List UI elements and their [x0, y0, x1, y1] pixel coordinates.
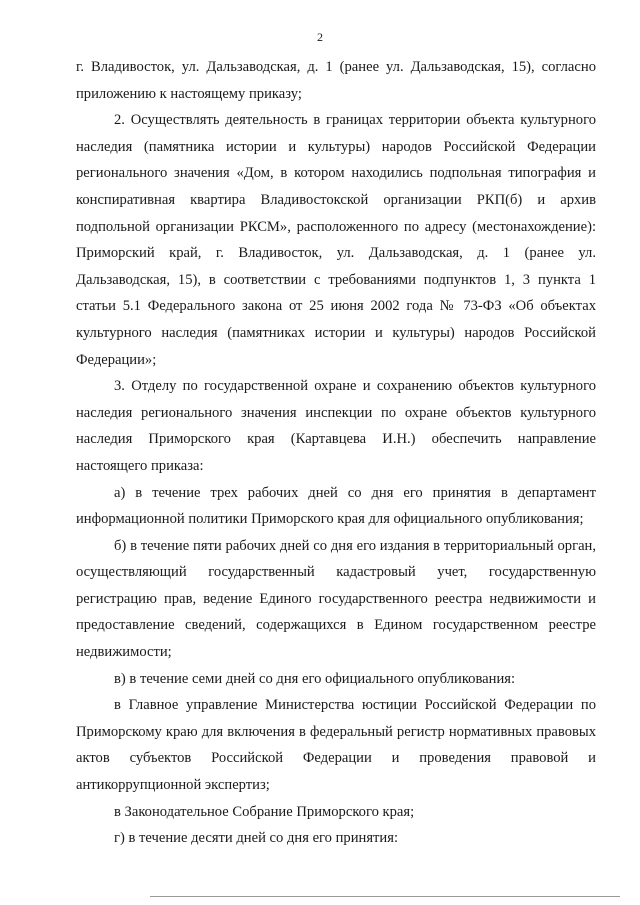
page-number: 2	[317, 30, 323, 44]
paragraph-item-2: 2. Осуществлять деятельность в границах территории объекта культурного наследия (памятника истории и культуры) народов Российской Федерации регионального значения «Дом, в котором находились подпольная типография и конспиративная квартира Владивостокской организации РКП(б) и архив подпольной организации РКСМ», расположенного по адресу (местонахождение): Приморский край, г. Владивосток, ул. Дальзаводская, д. 1 (ранее ул. Дальзаводская, 15), в соответствии с требованиями подпунктов 1, 3 пункта 1 статьи 5.1 Федерального закона от 25 июня 2002 года № 73-ФЗ «Об объектах культурного наследия (памятниках истории и культуры) народов Российской Федерации»;	[76, 112, 596, 368]
paragraph-legislative-assembly: в Законодательное Собрание Приморского края;	[114, 803, 415, 820]
bottom-divider	[150, 896, 620, 897]
paragraph-subitem-b: б) в течение пяти рабочих дней со дня его издания в территориальный орган, осуществляющий государственный кадастровый учет, государственную регистрацию прав, ведение Единого государственного реестра недвижимости и предоставление сведений, содержащихся в Едином государственном реестре недвижимости;	[76, 537, 596, 661]
document-body	[76, 54, 596, 852]
paragraph-item-3: 3. Отделу по государственной охране и сохранению объектов культурного наследия регионального значения инспекции по охране объектов культурного наследия Приморского края (Картавцева И.Н.) обеспечить направление настоящего приказа:	[76, 378, 596, 474]
paragraph-ministry-justice: в Главное управление Министерства юстиции Российской Федерации по Приморскому краю для включения в федеральный регистр нормативных правовых актов субъектов Российской Федерации и проведения правовой и антикоррупционной экспертиз;	[76, 697, 596, 794]
paragraph-subitem-v: в) в течение семи дней со дня его официального опубликования:	[114, 670, 516, 687]
paragraph-subitem-a: а) в течение трех рабочих дней со дня его принятия в департамент информационной политики Приморского края для официального опубликования;	[76, 484, 596, 528]
paragraph-subitem-g: г) в течение десяти дней со дня его принятия:	[114, 830, 399, 847]
paragraph-continuation: г. Владивосток, ул. Дальзаводская, д. 1 (ранее ул. Дальзаводская, 15), согласно приложению к настоящему приказу;	[76, 59, 596, 102]
